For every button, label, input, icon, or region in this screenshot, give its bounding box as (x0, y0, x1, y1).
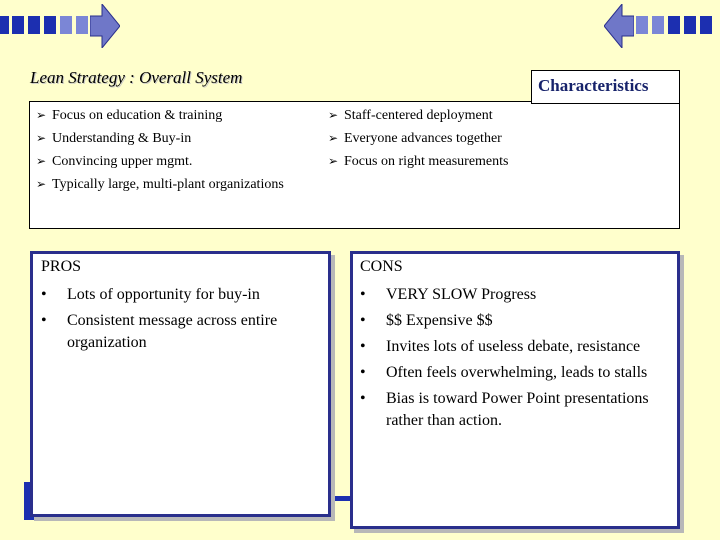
header-square (636, 16, 648, 34)
list-item: ➢ Focus on education & training (36, 104, 284, 127)
cons-heading: CONS (360, 258, 403, 275)
cons-panel (350, 251, 680, 529)
header-square (44, 16, 56, 34)
list-item: • $$ Expensive $$ (360, 310, 672, 332)
list-item: • Invites lots of useless debate, resistance (360, 336, 672, 358)
pros-heading: PROS (41, 258, 82, 275)
bullet-icon: • (360, 312, 366, 329)
header-square (60, 16, 72, 34)
arrow-bullet-icon: ➢ (36, 108, 47, 122)
bullet-icon: • (360, 390, 366, 407)
arrow-left-icon (604, 4, 634, 48)
header-square (28, 16, 40, 34)
header-square (700, 16, 712, 34)
list-item: • VERY SLOW Progress (360, 284, 672, 306)
list-item: ➢ Staff-centered deployment (328, 104, 508, 127)
bullet-icon: • (41, 286, 47, 303)
list-item: • Lots of opportunity for buy-in (41, 284, 311, 306)
list-item: • Bias is toward Power Point presentations rather than action. (360, 390, 649, 429)
header-square (76, 16, 88, 34)
characteristics-list-right (328, 104, 508, 173)
list-item: ➢ Convincing upper mgmt. (36, 150, 284, 173)
list-item: ➢ Typically large, multi-plant organizations (36, 173, 284, 196)
arrow-bullet-icon: ➢ (328, 108, 339, 122)
pros-panel (30, 251, 331, 517)
bullet-icon: • (360, 338, 366, 355)
list-item: • Consistent message across entire organization (41, 312, 278, 351)
header-square (12, 16, 24, 34)
characteristics-list-left (36, 104, 284, 196)
arrow-bullet-icon: ➢ (36, 154, 47, 168)
header-square (0, 16, 9, 34)
bullet-icon: • (360, 364, 366, 381)
arrow-bullet-icon: ➢ (36, 177, 47, 191)
pros-list (41, 284, 311, 358)
header-square (684, 16, 696, 34)
cons-list (360, 284, 672, 436)
arrow-bullet-icon: ➢ (36, 131, 47, 145)
bullet-icon: • (41, 312, 47, 329)
list-item: ➢ Focus on right measurements (328, 150, 508, 173)
characteristics-label: Characteristics (538, 76, 649, 95)
list-item: ➢ Understanding & Buy-in (36, 127, 284, 150)
bullet-icon: • (360, 286, 366, 303)
arrow-right-icon (90, 4, 120, 48)
header-square (668, 16, 680, 34)
header-square (652, 16, 664, 34)
list-item: ➢ Everyone advances together (328, 127, 508, 150)
page-title: Lean Strategy : Overall System (30, 68, 243, 87)
list-item: • Often feels overwhelming, leads to stalls (360, 362, 672, 384)
arrow-bullet-icon: ➢ (328, 154, 339, 168)
arrow-bullet-icon: ➢ (328, 131, 339, 145)
